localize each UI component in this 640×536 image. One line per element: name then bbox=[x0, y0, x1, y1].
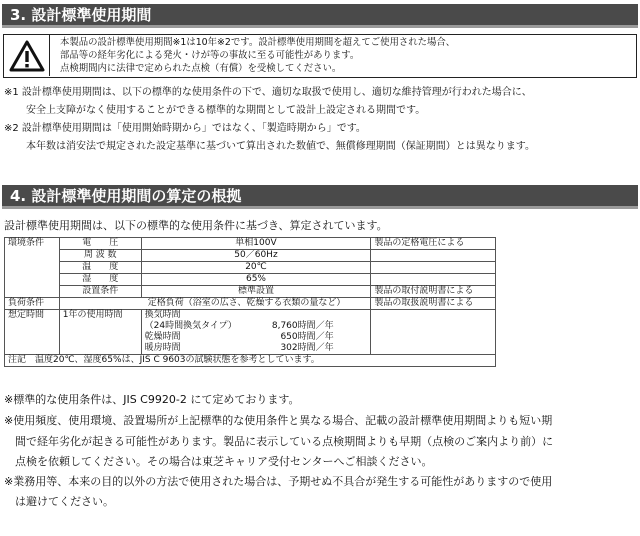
annual-usage-basis bbox=[371, 310, 496, 355]
usage-value: 302時間／年 bbox=[280, 343, 334, 353]
table-row bbox=[5, 274, 496, 286]
table-row bbox=[5, 298, 496, 310]
env-basis bbox=[371, 262, 496, 274]
note-1-line-1: ※1 設計標準使用期間は、以下の標準的な使用条件の下で、適切な取扱で使用し、適切な維持管理が行われた場合に、 bbox=[4, 87, 532, 98]
warning-line: 本製品の設計標準使用期間※1は10年※2です。設計標準使用期間を超えてご使用された場合、 bbox=[60, 37, 456, 48]
annual-usage-label: 1年の使用時間 bbox=[59, 310, 141, 355]
env-value: 50／60Hz bbox=[141, 250, 371, 262]
bottom-note: 間で経年劣化が起きる可能性があります。製品に表示している点検期間よりも早期（点検のご案内より前）に bbox=[4, 435, 554, 448]
section-3-heading: 3. 設計標準使用期間 bbox=[2, 4, 638, 28]
note-2-line-2: 本年数は消安法で規定された設定基準に基づいて算出された数値で、無償修理期間（保証期間）とは異なります。 bbox=[26, 141, 535, 152]
load-conditions-label: 負荷条件 bbox=[5, 298, 60, 310]
ventilation-time-title: 換気時間 bbox=[144, 310, 181, 320]
usage-label: 乾燥時間 bbox=[144, 332, 181, 342]
env-item: 設置条件 bbox=[59, 286, 141, 298]
table-row bbox=[5, 355, 496, 367]
bottom-note: は避けてください。 bbox=[4, 495, 114, 508]
table-row bbox=[5, 238, 496, 250]
env-basis: 製品の取付説明書による bbox=[371, 286, 496, 298]
usage-grid bbox=[145, 321, 368, 354]
assumed-time-label: 想定時間 bbox=[5, 310, 60, 355]
warning-text bbox=[60, 36, 455, 75]
section-4-lead: 設計標準使用期間は、以下の標準的な使用条件に基づき、算定されています。 bbox=[4, 219, 388, 232]
table-footnote: 注記 温度20℃、湿度65%は、JIS C 9603の試験状態を参考としています。 bbox=[5, 355, 496, 367]
env-value: 65% bbox=[141, 274, 371, 286]
table-row bbox=[5, 286, 496, 298]
warning-box bbox=[3, 34, 637, 78]
table-row bbox=[5, 250, 496, 262]
warning-icon-cell bbox=[4, 35, 50, 76]
usage-label: 暖房時間 bbox=[144, 343, 181, 353]
table-row bbox=[5, 310, 496, 355]
warning-line: 部品等の経年劣化による発火・けが等の事故に至る可能性があります。 bbox=[60, 50, 360, 61]
env-value: 標準設置 bbox=[141, 286, 371, 298]
bottom-note: ※標準的な使用条件は、JIS C9920-2 にて定めております。 bbox=[4, 393, 300, 406]
load-conditions-value: 定格負荷（浴室の広さ、乾燥する衣類の量など） bbox=[59, 298, 371, 310]
bottom-note: ※業務用等、本来の目的以外の方法で使用された場合は、予期せぬ不具合が発生する可能性がありますので使用 bbox=[4, 475, 553, 488]
warning-line: 点検期間内に法律で定められた点検（有償）を受検してください。 bbox=[60, 63, 342, 74]
table-row bbox=[5, 262, 496, 274]
note-1-line-2: 安全上支障がなく使用することができる標準的な期間として設計上設定される期間です。 bbox=[26, 105, 426, 116]
env-value: 単相100V bbox=[141, 238, 371, 250]
load-conditions-basis: 製品の取扱説明書による bbox=[371, 298, 496, 310]
env-basis bbox=[371, 250, 496, 262]
bottom-note: 点検を依頼してください。その場合は東芝キャリア受付センターへご相談ください。 bbox=[4, 455, 433, 468]
env-item: 周 波 数 bbox=[59, 250, 141, 262]
usage-value: 8,760時間／年 bbox=[271, 321, 334, 331]
env-value: 20℃ bbox=[141, 262, 371, 274]
env-basis bbox=[371, 274, 496, 286]
env-item: 電 圧 bbox=[59, 238, 141, 250]
usage-value: 650時間／年 bbox=[280, 332, 334, 342]
env-item: 温 度 bbox=[59, 262, 141, 274]
bottom-note: ※使用頻度、使用環境、設置場所が上記標準的な使用条件と異なる場合、記載の設計標準使用期間よりも短い期 bbox=[4, 414, 553, 427]
section-4-heading: 4. 設計標準使用期間の算定の根拠 bbox=[2, 185, 638, 209]
usage-conditions-table bbox=[4, 237, 496, 367]
env-conditions-label: 環境条件 bbox=[5, 238, 60, 298]
warning-triangle-icon bbox=[9, 40, 45, 72]
usage-label: （24時間換気タイプ） bbox=[144, 321, 237, 331]
annual-usage-values bbox=[141, 310, 371, 355]
env-basis: 製品の定格電圧による bbox=[371, 238, 496, 250]
note-2-line-1: ※2 設計標準使用期間は「使用開始時期から」ではなく、「製造時期から」です。 bbox=[4, 123, 366, 134]
env-item: 湿 度 bbox=[59, 274, 141, 286]
